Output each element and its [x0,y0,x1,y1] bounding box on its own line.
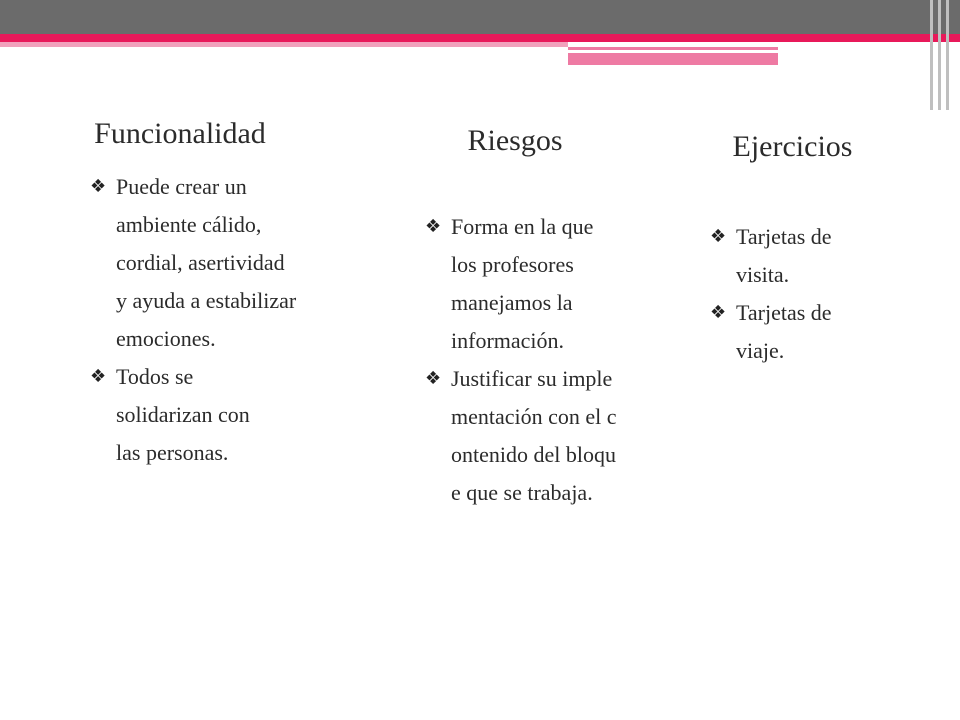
diamond-bullet-icon: ❖ [90,176,107,197]
diamond-bullet-icon: ❖ [710,226,727,247]
column-ejercicios [710,128,880,370]
diamond-bullet-icon: ❖ [710,302,727,323]
item-list [710,218,850,370]
list-item: ❖ Todos se solidarizan con las personas. [90,358,266,472]
column-funcionalidad [90,112,297,472]
header-white-line [568,50,888,53]
list-item: ❖ Tarjetas de visita. [710,218,850,294]
list-item: ❖ Tarjetas de viaje. [710,294,850,370]
header-gray-bar [0,0,960,34]
list-item: ❖ Forma en la que los profesores manejamos la información. [425,208,621,360]
item-list [90,168,300,472]
column-riesgos [425,122,625,512]
column-title: Ejercicios [732,130,853,163]
header-pink-bar [0,34,960,42]
diamond-bullet-icon: ❖ [90,366,107,387]
list-item: ❖ Puede crear un ambiente cálido, cordial, asertividad y ayuda a estabilizar emociones. [90,168,300,358]
header-right-stripes [926,0,960,110]
diamond-bullet-icon: ❖ [425,368,442,389]
column-title: Riesgos [467,124,563,157]
list-item: ❖ Justificar su implementación con el contenido del bloque que se trabaja. [425,360,620,512]
diamond-bullet-icon: ❖ [425,216,442,237]
header-pink-light-bar [0,42,568,47]
column-title: Funcionalidad [94,117,266,150]
item-list [425,208,620,512]
